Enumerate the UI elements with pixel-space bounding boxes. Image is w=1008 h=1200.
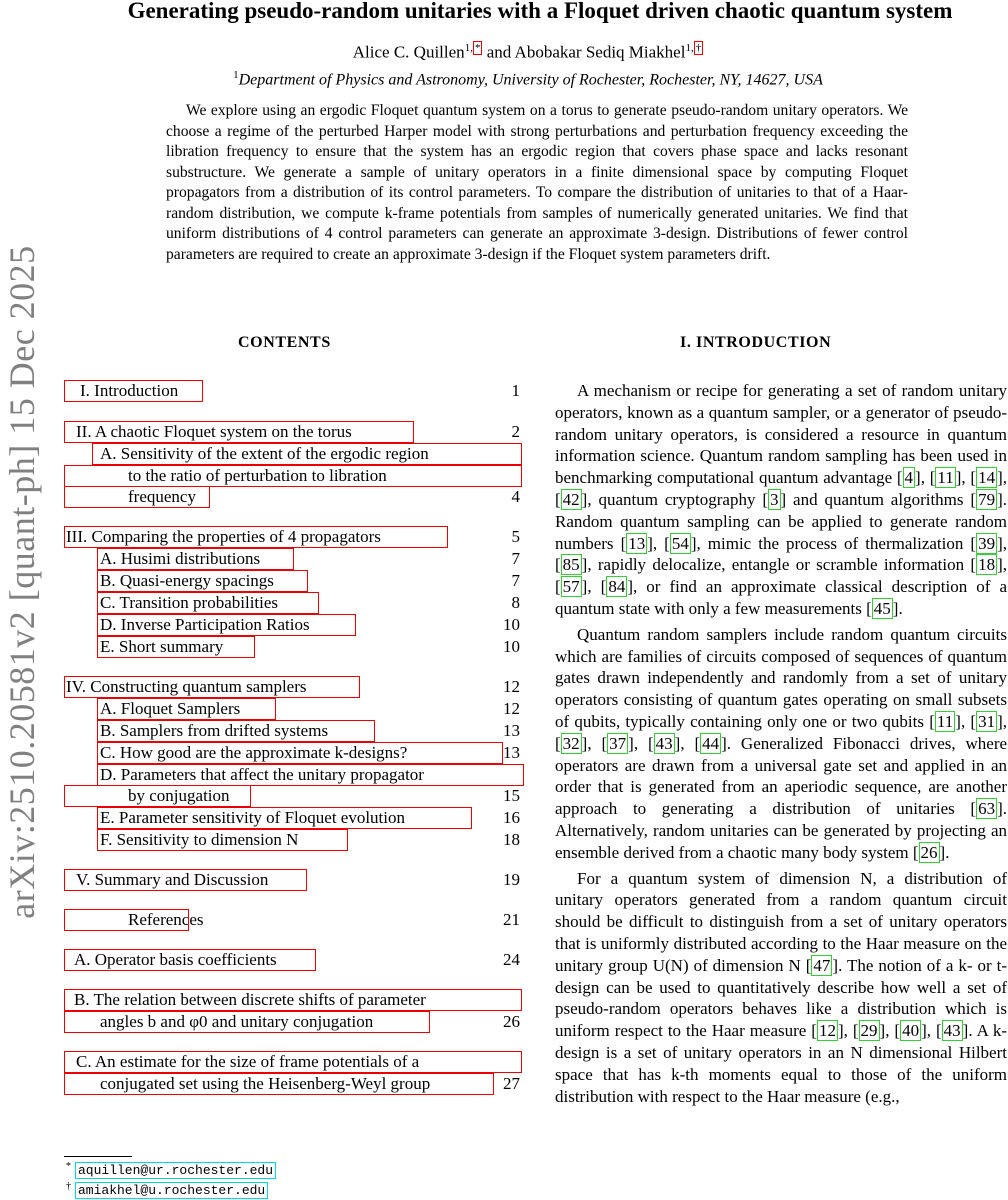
toc-entry-text[interactable]: C. Transition probabilities xyxy=(100,593,279,612)
toc-entry-text[interactable]: References xyxy=(128,910,204,929)
toc-link-box[interactable] xyxy=(64,465,522,487)
toc-entry-text[interactable]: E. Short summary xyxy=(100,637,224,656)
toc-page-number: 5 xyxy=(511,527,520,546)
toc-link-box[interactable] xyxy=(97,807,472,829)
toc-link-box[interactable] xyxy=(97,592,319,614)
contents-heading: CONTENTS xyxy=(238,334,331,351)
citation-link[interactable]: 79 xyxy=(978,489,996,509)
toc-entry-text[interactable]: B. Quasi-energy spacings xyxy=(100,571,274,590)
citation-link[interactable]: 4 xyxy=(904,468,914,488)
paragraph-text: and quantum algorithms xyxy=(786,489,971,509)
author-footnote-link[interactable]: † xyxy=(695,42,702,54)
citation-link[interactable]: 57 xyxy=(562,577,580,597)
toc-page-number: 12 xyxy=(503,699,520,718)
paragraph-text: , xyxy=(680,733,695,753)
paragraph-text: . A k-design is a set of unitary operators in an N dimensional Hilbert space that has k-th moments equal to those of the uniform distribution with respect to the Haar measure (e.g., xyxy=(555,1021,1008,1106)
citation-link[interactable]: 12 xyxy=(818,1021,836,1041)
toc-entry-text[interactable]: D. Inverse Participation Ratios xyxy=(100,615,310,634)
paragraph-text: . The notion of a k- or t-design can be used to quantitatively describe how well a set of pseudo-random operators behaves like a distribution which is uniform respect to the Haar measure xyxy=(555,955,1007,1041)
citation-link[interactable]: 31 xyxy=(978,711,996,731)
email-link[interactable]: amiakhel@u.rochester.edu xyxy=(75,1182,268,1199)
toc-entry-text[interactable]: A. Husimi distributions xyxy=(100,549,261,568)
introduction-body xyxy=(555,380,1007,1107)
email-link[interactable]: aquillen@ur.rochester.edu xyxy=(75,1162,276,1179)
citation-link[interactable]: 43 xyxy=(943,1021,961,1041)
toc-page-number: 18 xyxy=(503,830,520,849)
paragraph-text: , xyxy=(587,733,602,753)
toc-page-number: 24 xyxy=(503,950,520,969)
toc-entry-text[interactable]: II. A chaotic Floquet system on the torus xyxy=(76,422,352,441)
toc-link-box[interactable] xyxy=(64,869,307,891)
toc-entry-text[interactable]: III. Comparing the properties of 4 propagators xyxy=(66,527,381,546)
toc-link-box[interactable] xyxy=(97,570,308,592)
affiliation-text: Department of Physics and Astronomy, University of Rochester, Rochester, NY, 14627, USA xyxy=(238,71,823,89)
toc-page-number: 10 xyxy=(503,637,520,656)
toc-entry-text[interactable]: A. Operator basis coefficients xyxy=(74,950,277,969)
citation-link[interactable]: 29 xyxy=(860,1021,878,1041)
citation-link[interactable]: 85 xyxy=(562,555,580,575)
footnote-mark: † xyxy=(66,1181,71,1192)
paragraph-text: , xyxy=(633,733,648,753)
toc-page-number: 4 xyxy=(511,487,520,506)
paragraph-text: , xyxy=(885,1021,895,1041)
paragraph-text: , mimic the process of thermalization xyxy=(696,533,971,553)
toc-page-number: 16 xyxy=(503,808,520,827)
citation-link[interactable]: 40 xyxy=(902,1021,920,1041)
citation-link[interactable]: 11 xyxy=(936,711,954,731)
citation-link[interactable]: 32 xyxy=(562,733,580,753)
toc-page-number: 13 xyxy=(503,743,520,762)
toc-entry-text[interactable]: by conjugation xyxy=(128,786,230,805)
citation-link[interactable]: 26 xyxy=(920,842,938,862)
toc-link-box[interactable] xyxy=(64,380,203,402)
toc-link-box[interactable] xyxy=(97,548,294,570)
toc-link-box[interactable] xyxy=(64,989,522,1011)
toc-entry-text[interactable]: E. Parameter sensitivity of Floquet evolution xyxy=(100,808,406,827)
toc-link-box[interactable] xyxy=(64,486,210,508)
paragraph-text: , xyxy=(652,533,665,553)
citation-link[interactable]: 11 xyxy=(937,468,954,488)
toc-link-box[interactable] xyxy=(64,1073,494,1095)
footnote-email-1 xyxy=(66,1161,276,1178)
toc-entry-text[interactable]: C. How good are the approximate k-designs? xyxy=(100,743,408,762)
citation-link[interactable]: 45 xyxy=(873,598,891,618)
toc-page-number: 7 xyxy=(511,571,520,590)
footnote-mark: * xyxy=(66,1161,71,1172)
author-name: Abobakar Sediq Miakhel xyxy=(514,42,686,62)
toc-page-number: 1 xyxy=(511,381,520,400)
toc-page-number: 2 xyxy=(511,422,520,441)
footnote-rule xyxy=(64,1156,132,1157)
paragraph-text: , xyxy=(1002,468,1008,488)
paragraph-text: . Random quantum sampling can be applied to generate random numbers xyxy=(555,489,1007,553)
toc-entry-text[interactable]: D. Parameters that affect the unitary propagator xyxy=(100,765,424,784)
toc-entry-text[interactable]: A. Floquet Samplers xyxy=(100,699,241,718)
paragraph-text: , xyxy=(926,1021,936,1041)
toc-link-box[interactable] xyxy=(64,1011,430,1033)
toc-entry-text[interactable]: V. Summary and Discussion xyxy=(76,870,269,889)
paper-title: Generating pseudo-random unitaries with a Floquet driven chaotic quantum system xyxy=(127,0,953,23)
paragraph-text: A mechanism or recipe for generating a set of random unitary operators, known as a quantum sampler, or a generator of pseudo-random unitary operators, is considered a resource in quantum information science. Quantum random sampling has been used in benchmarking computational quantum advantage xyxy=(555,381,1007,488)
author-footnote-link[interactable]: * xyxy=(474,42,481,54)
toc-link-box[interactable] xyxy=(97,698,276,720)
citation-link[interactable]: 54 xyxy=(671,533,689,553)
toc-link-box[interactable] xyxy=(97,764,524,786)
paragraph-text: For a quantum system of dimension N, a distribution of unitary operators generated from a random quantum circuit should be difficult to distinguish from a set of unitary operators that is uniformly distributed according to the Haar measure on the unitary group U(N) of dimension N xyxy=(555,868,1007,975)
paragraph-text: , xyxy=(1002,533,1007,553)
paragraph-text: . Generalized Fibonacci drives, where operators are drawn from a universal gate set and applied in an order that is generated from an aperiodic sequence, are another approach to generating a distribution of unitaries xyxy=(555,733,1008,819)
toc-link-box[interactable] xyxy=(64,676,360,698)
toc-page-number: 8 xyxy=(511,593,520,612)
paragraph-text: , xyxy=(1002,711,1008,731)
toc-page-number: 15 xyxy=(503,786,520,805)
toc-entry-text[interactable]: B. Samplers from drifted systems xyxy=(100,721,329,740)
toc-link-box[interactable] xyxy=(64,421,414,443)
toc-page-number: 12 xyxy=(503,677,520,696)
toc-link-box[interactable] xyxy=(64,909,189,931)
paragraph-text: , xyxy=(587,577,601,597)
toc-link-box[interactable] xyxy=(64,1051,522,1073)
toc-entry-text[interactable]: angles b and φ0 and unitary conjugation xyxy=(100,1012,374,1031)
toc-entry-text[interactable]: to the ratio of perturbation to libration xyxy=(128,466,387,485)
citation-link[interactable]: 43 xyxy=(655,733,673,753)
citation-link[interactable]: 84 xyxy=(608,577,626,597)
citation-link[interactable]: 47 xyxy=(813,955,831,975)
paragraph-text: Quantum random samplers include random quantum circuits which are families of circuits composed of sequences of quantum gates drawn independently and randomly from a set of unitary operators consisting of quantum gates operating on small subsets of qubits, typically containing only one or two qubits xyxy=(555,624,1007,731)
paragraph-text: . xyxy=(945,842,950,862)
toc-page-number: 19 xyxy=(503,870,520,889)
intro-paragraph: Quantum random samplers include random quantum circuits which are families of circuits composed of sequences of quantum gates drawn independently and randomly from a set of unitary operators consisting of quantum gates operating on small subsets of qubits, typically containing only one or two qubits [ 11 ], [ 31 ], [ 32 ], [ 37 ], [ 43 ], [ 44 ]. Generalized Fibonacci drives, where operators are drawn from a universal gate set and applied in an order that is generated from an aperiodic sequence, are another approach to generating a distribution of unitaries [ 63 ]. Alternatively, random unitaries can be generated by projecting an ensemble derived from a chaotic many body system [ 26 ]. xyxy=(555,624,1008,862)
citation-link[interactable]: 37 xyxy=(609,733,627,753)
arxiv-stamp-text: arXiv:2510.20581v2 [quant-ph] 15 Dec 2025 xyxy=(2,245,42,919)
toc-page-number: 21 xyxy=(503,910,520,929)
toc-entry-text[interactable]: B. The relation between discrete shifts of parameter xyxy=(74,990,426,1009)
intro-paragraph: A mechanism or recipe for generating a set of random unitary operators, known as a quantum sampler, or a generator of pseudo-random unitary operators, is considered a resource in quantum information science. Quantum random sampling has been used in benchmarking computational quantum advantage [ 4 ], [ 11 ], [ 14 ], [ 42 ], quantum cryptography [ 3 ] and quantum algorithms [ 79 ]. Random quantum sampling can be applied to generate random numbers [ 13 ], [ 54 ], mimic the process of thermalization [ 39 ], [ 85 ], rapidly delocalize, entangle or scramble information [ 18 ], [ 57 ], [ 84 ], or find an approximate classical description of a quantum state with only a few measurements [ 45 ]. xyxy=(555,381,1008,618)
citation-link[interactable]: 42 xyxy=(562,489,580,509)
citation-link[interactable]: 39 xyxy=(978,533,996,553)
toc-link-box[interactable] xyxy=(64,526,448,548)
citation-link[interactable]: 14 xyxy=(978,468,996,488)
citation-link[interactable]: 13 xyxy=(628,533,646,553)
paragraph-text: , xyxy=(961,468,971,488)
toc-link-box[interactable] xyxy=(64,785,251,807)
paragraph-text: . Alternatively, random unitaries can be generated by projecting an ensemble derived from a chaotic many body system xyxy=(555,799,1007,862)
toc-link-box[interactable] xyxy=(64,949,316,971)
toc-page-number: 27 xyxy=(503,1074,520,1093)
introduction-heading: I. INTRODUCTION xyxy=(680,334,832,351)
toc-page-number: 7 xyxy=(511,549,520,568)
toc-page-number: 10 xyxy=(503,615,520,634)
paragraph-text: , quantum cryptography xyxy=(587,489,763,509)
affiliation-sup: 1 xyxy=(233,69,239,81)
toc-entry-text[interactable]: A. Sensitivity of the extent of the ergodic region xyxy=(100,444,429,463)
intro-paragraph: For a quantum system of dimension N, a distribution of unitary operators generated from a random quantum circuit should be difficult to distinguish from a set of unitary operators that is uniformly distributed according to the Haar measure on the unitary group U(N) of dimension N [ 47 ]. The notion of a k- or t-design can be used to quantitatively describe how well a set of pseudo-random operators behaves like a distribution which is uniform respect to the Haar measure [ 12 ], [ 29 ], [ 40 ], [ 43 ]. A k-design is a set of unitary operators in an N dimensional Hilbert space that has k-th moments equal to those of the uniform distribution with respect to the Haar measure (e.g., xyxy=(555,868,1008,1106)
toc-page-number: 13 xyxy=(503,721,520,740)
author-affil-sup: 1, xyxy=(464,42,473,54)
paragraph-text: . xyxy=(898,598,903,618)
author-conjunction: and xyxy=(486,42,512,62)
toc-link-box[interactable] xyxy=(97,829,348,851)
toc-link-box[interactable] xyxy=(97,636,255,658)
toc-page-number: 26 xyxy=(503,1012,520,1031)
author-name: Alice C. Quillen xyxy=(352,42,465,62)
citation-link[interactable]: 44 xyxy=(702,733,720,753)
citation-link[interactable]: 18 xyxy=(978,555,996,575)
paragraph-text: , or find an approximate classical description of a quantum state with only a few measurements xyxy=(555,577,1007,618)
toc-link-box[interactable] xyxy=(92,443,522,465)
toc-entry-text[interactable]: F. Sensitivity to dimension N xyxy=(100,830,299,849)
toc-entry-text[interactable]: IV. Constructing quantum samplers xyxy=(66,677,307,696)
paragraph-text: , xyxy=(843,1021,853,1041)
toc-link-box[interactable] xyxy=(97,614,356,636)
abstract: We explore using an ergodic Floquet quantum system on a torus to generate pseudo-random unitary operators. We choose a regime of the perturbed Harper model with strong perturbations and perturbation frequency exceeding the libration frequency to ensure that the system has an ergodic region that covers phase space and lacks resonant substructure. We generate a sample of unitary operators in a finite dimensional space by computing Floquet propagators from a distribution of its control parameters. To compare the distribution of unitaries to that of a Haar-random distribution, we compute k-frame potentials from samples of numerically generated unitaries. We find that uniform distributions of 4 control parameters can generate an approximate 3-design. Distributions of fewer control parameters are required to create an approximate 3-design if the Floquet system parameters drift. xyxy=(166,102,908,263)
toc-link-box[interactable] xyxy=(97,720,375,742)
toc-entry-text[interactable]: frequency xyxy=(128,487,196,506)
toc-link-box[interactable] xyxy=(97,742,503,764)
paragraph-text: , xyxy=(920,468,930,488)
citation-link[interactable]: 63 xyxy=(978,799,996,819)
toc-entry-text[interactable]: conjugated set using the Heisenberg-Weyl group xyxy=(100,1074,431,1093)
paragraph-text: , rapidly delocalize, entangle or scramble information xyxy=(587,555,971,575)
footnote-email-2 xyxy=(66,1181,268,1198)
paragraph-text: , xyxy=(960,711,971,731)
paragraph-text: , xyxy=(1002,555,1007,575)
toc-entry-text[interactable]: I. Introduction xyxy=(80,381,179,400)
author-affil-sup: 1, xyxy=(685,42,694,54)
citation-link[interactable]: 3 xyxy=(770,489,779,509)
toc-entry-text[interactable]: C. An estimate for the size of frame potentials of a xyxy=(76,1052,420,1071)
